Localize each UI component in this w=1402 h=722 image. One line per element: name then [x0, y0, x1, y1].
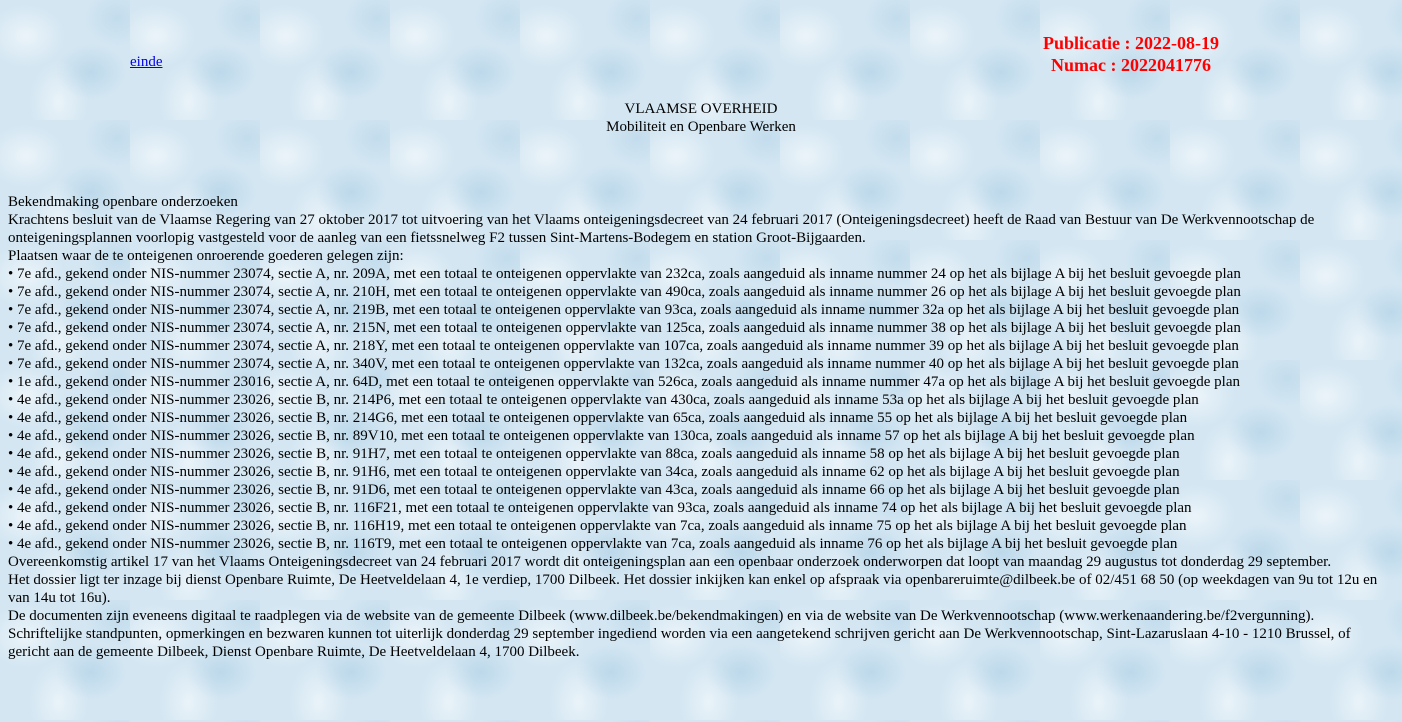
list-item: • 4e afd., gekend onder NIS-nummer 23026, sectie B, nr. 116F21, met een totaal te onteigenen oppervlakte van 93ca, zoals aangeduid als inname 74 op het als bijlage A bij het besluit gevoegde plan: [8, 500, 1192, 516]
list-item: • 7e afd., gekend onder NIS-nummer 23074, sectie A, nr. 215N, met een totaal te onteigenen oppervlakte van 125ca, zoals aangeduid als inname nummer 38 op het als bijlage A bij het besluit gevoegde plan: [8, 320, 1241, 336]
list-item: • 4e afd., gekend onder NIS-nummer 23026, sectie B, nr. 89V10, met een totaal te onteigenen oppervlakte van 130ca, zoals aangeduid als inname 57 op het als bijlage A bij het besluit gevoegde plan: [8, 428, 1195, 444]
digitaal-paragraph: De documenten zijn eveneens digitaal te raadplegen via de website van de gemeente Dilbeek (www.dilbeek.be/bekendmakingen) en via de website van De Werkvennootschap (www.werkenaandering.be/f2vergunning).: [8, 608, 1315, 624]
standpunten-paragraph: Schriftelijke standpunten, opmerkingen en bezwaren kunnen tot uiterlijk donderdag 29 september ingediend worden via een aangetekend schrijven gericht aan De Werkvennootschap, Sint-Lazaruslaan 4-10 - 1210 Brussel, of gericht aan de gemeente Dilbeek, Dienst Openbare Ruimte, De Heetveldelaan 4, 1700 Dilbeek.: [8, 626, 1351, 660]
list-item: • 1e afd., gekend onder NIS-nummer 23016, sectie A, nr. 64D, met een totaal te onteigenen oppervlakte van 526ca, zoals aangeduid als inname nummer 47a op het als bijlage A bij het besluit gevoegde plan: [8, 374, 1240, 390]
list-item: • 7e afd., gekend onder NIS-nummer 23074, sectie A, nr. 209A, met een totaal te onteigenen oppervlakte van 232ca, zoals aangeduid als inname nummer 24 op het als bijlage A bij het besluit gevoegde plan: [8, 266, 1241, 282]
organization-header: [0, 100, 1402, 136]
list-item: • 4e afd., gekend onder NIS-nummer 23026, sectie B, nr. 214G6, met een totaal te onteigenen oppervlakte van 65ca, zoals aangeduid als inname 55 op het als bijlage A bij het besluit gevoegde plan: [8, 410, 1188, 426]
list-item: • 4e afd., gekend onder NIS-nummer 23026, sectie B, nr. 116H19, met een totaal te onteigenen oppervlakte van 7ca, zoals aangeduid als inname 75 op het als bijlage A bij het besluit gevoegde plan: [8, 518, 1187, 534]
list-item: • 7e afd., gekend onder NIS-nummer 23074, sectie A, nr. 340V, met een totaal te onteigenen oppervlakte van 132ca, zoals aangeduid als inname nummer 40 op het als bijlage A bij het besluit gevoegde plan: [8, 356, 1239, 372]
publication-info: [990, 32, 1272, 76]
numac-number: Numac : 2022041776: [1051, 55, 1211, 75]
list-item: • 4e afd., gekend onder NIS-nummer 23026, sectie B, nr. 91H6, met een totaal te onteigenen oppervlakte van 34ca, zoals aangeduid als inname 62 op het als bijlage A bij het besluit gevoegde plan: [8, 464, 1180, 480]
department-name: Mobiliteit en Openbare Werken: [606, 119, 796, 135]
document-body: [8, 193, 1394, 661]
list-item: • 7e afd., gekend onder NIS-nummer 23074, sectie A, nr. 218Y, met een totaal te onteigenen oppervlakte van 107ca, zoals aangeduid als inname nummer 39 op het als bijlage A bij het besluit gevoegde plan: [8, 338, 1239, 354]
document-title: Bekendmaking openbare onderzoeken: [8, 194, 238, 210]
list-item: • 7e afd., gekend onder NIS-nummer 23074, sectie A, nr. 219B, met een totaal te onteigenen oppervlakte van 93ca, zoals aangeduid als inname nummer 32a op het als bijlage A bij het besluit gevoegde plan: [8, 302, 1240, 318]
places-heading: Plaatsen waar de te onteigenen onroerende goederen gelegen zijn:: [8, 248, 404, 264]
publicatie-date: Publicatie : 2022-08-19: [1043, 33, 1219, 53]
list-item: • 4e afd., gekend onder NIS-nummer 23026, sectie B, nr. 214P6, met een totaal te onteigenen oppervlakte van 430ca, zoals aangeduid als inname 53a op het als bijlage A bij het besluit gevoegde plan: [8, 392, 1199, 408]
list-item: • 4e afd., gekend onder NIS-nummer 23026, sectie B, nr. 91H7, met een totaal te onteigenen oppervlakte van 88ca, zoals aangeduid als inname 58 op het als bijlage A bij het besluit gevoegde plan: [8, 446, 1180, 462]
list-item: • 7e afd., gekend onder NIS-nummer 23074, sectie A, nr. 210H, met een totaal te onteigenen oppervlakte van 490ca, zoals aangeduid als inname nummer 26 op het als bijlage A bij het besluit gevoegde plan: [8, 284, 1241, 300]
header-row: [0, 0, 1402, 90]
onderzoek-paragraph: Overeenkomstig artikel 17 van het Vlaams Onteigeningsdecreet van 24 februari 2017 wordt dit onteigeningsplan aan een openbaar onderzoek onderworpen dat loopt van maandag 29 augustus tot donderdag 29 september.: [8, 554, 1332, 570]
einde-link[interactable]: einde: [130, 54, 163, 70]
organization-name: VLAAMSE OVERHEID: [624, 101, 778, 117]
intro-paragraph: Krachtens besluit van de Vlaamse Regering van 27 oktober 2017 tot uitvoering van het Vlaams onteigeningsdecreet van 24 februari 2017 (Onteigeningsdecreet) heeft de Raad van Bestuur van De Werkvennootschap de onteigeningsplannen voorlopig vastgesteld voor de aanleg van een fietssnelweg F2 tussen Sint-Martens-Bodegem en station Groot-Bijgaarden.: [8, 212, 1315, 246]
list-item: • 4e afd., gekend onder NIS-nummer 23026, sectie B, nr. 116T9, met een totaal te onteigenen oppervlakte van 7ca, zoals aangeduid als inname 76 op het als bijlage A bij het besluit gevoegde plan: [8, 536, 1178, 552]
dossier-paragraph: Het dossier ligt ter inzage bij dienst Openbare Ruimte, De Heetveldelaan 4, 1e verdiep, 1700 Dilbeek. Het dossier inkijken kan enkel op afspraak via openbareruimte@dilbeek.be of 02/451 68 50 (op weekdagen van 9u tot 12u en van 14u tot 16u).: [8, 572, 1378, 606]
list-item: • 4e afd., gekend onder NIS-nummer 23026, sectie B, nr. 91D6, met een totaal te onteigenen oppervlakte van 43ca, zoals aangeduid als inname 66 op het als bijlage A bij het besluit gevoegde plan: [8, 482, 1180, 498]
